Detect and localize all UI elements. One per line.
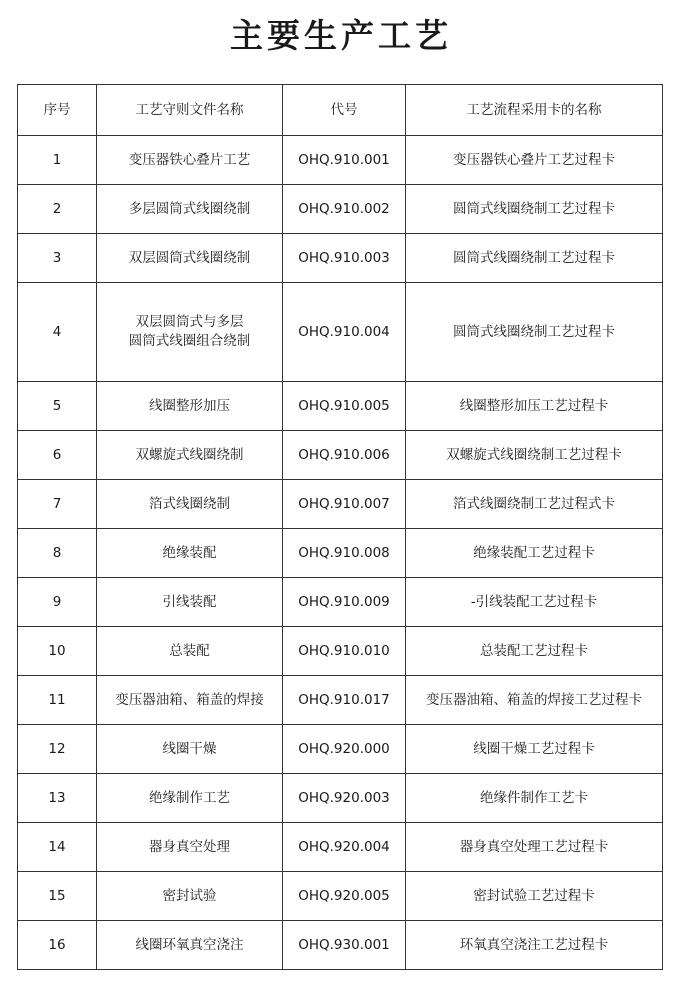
- cell-no: 9: [18, 578, 97, 627]
- cell-code: OHQ.910.010: [283, 627, 406, 676]
- process-name-line: 变压器油箱、箱盖的焊接: [115, 691, 264, 708]
- cell-code: OHQ.930.001: [283, 921, 406, 970]
- cell-no: 13: [18, 774, 97, 823]
- table-body: [18, 136, 663, 970]
- cell-process-name: [97, 872, 283, 921]
- cell-code: OHQ.910.006: [283, 431, 406, 480]
- cell-no: 3: [18, 234, 97, 283]
- cell-no: 14: [18, 823, 97, 872]
- table-row: [18, 823, 663, 872]
- process-name-line: 绝缘制作工艺: [149, 789, 230, 806]
- cell-code: OHQ.920.003: [283, 774, 406, 823]
- cell-code: OHQ.920.004: [283, 823, 406, 872]
- cell-code: OHQ.910.003: [283, 234, 406, 283]
- table-row: [18, 185, 663, 234]
- cell-process-name: [97, 234, 283, 283]
- cell-card-name: 变压器铁心叠片工艺过程卡: [406, 136, 663, 185]
- cell-card-name: 器身真空处理工艺过程卡: [406, 823, 663, 872]
- process-name-line: 多层圆筒式线圈绕制: [128, 200, 251, 217]
- table-row: [18, 382, 663, 431]
- column-header-name: 工艺守则文件名称: [97, 85, 283, 136]
- cell-process-name: [97, 431, 283, 480]
- table-row: [18, 529, 663, 578]
- cell-card-name: 总装配工艺过程卡: [406, 627, 663, 676]
- table-row: [18, 283, 663, 382]
- process-name-line: 线圈环氧真空浇注: [135, 936, 244, 953]
- cell-process-name: [97, 382, 283, 431]
- cell-no: 6: [18, 431, 97, 480]
- process-name-line: 双螺旋式线圈绕制: [135, 446, 244, 463]
- column-header-code: 代号: [283, 85, 406, 136]
- cell-card-name: 箔式线圈绕制工艺过程式卡: [406, 480, 663, 529]
- cell-card-name: 圆筒式线圈绕制工艺过程卡: [406, 234, 663, 283]
- cell-card-name: 圆筒式线圈绕制工艺过程卡: [406, 185, 663, 234]
- cell-card-name: 密封试验工艺过程卡: [406, 872, 663, 921]
- process-name-line: 箔式线圈绕制: [149, 495, 230, 512]
- cell-no: 16: [18, 921, 97, 970]
- cell-code: OHQ.910.005: [283, 382, 406, 431]
- process-name-line: 变压器铁心叠片工艺: [128, 151, 251, 168]
- table-row: [18, 774, 663, 823]
- table-row: [18, 431, 663, 480]
- cell-no: 12: [18, 725, 97, 774]
- process-name-line: 双层圆筒式线圈绕制: [128, 249, 251, 266]
- process-name-line: 器身真空处理: [149, 838, 230, 855]
- cell-process-name: [97, 627, 283, 676]
- cell-card-name: 双螺旋式线圈绕制工艺过程卡: [406, 431, 663, 480]
- cell-no: 8: [18, 529, 97, 578]
- table-row: [18, 627, 663, 676]
- cell-card-name: 变压器油箱、箱盖的焊接工艺过程卡: [406, 676, 663, 725]
- table-row: [18, 676, 663, 725]
- process-name-line: 线圈干燥: [162, 740, 217, 757]
- cell-card-name: 环氧真空浇注工艺过程卡: [406, 921, 663, 970]
- cell-code: OHQ.910.009: [283, 578, 406, 627]
- cell-process-name: [97, 823, 283, 872]
- cell-card-name: 圆筒式线圈绕制工艺过程卡: [406, 283, 663, 382]
- cell-process-name: [97, 283, 283, 382]
- cell-process-name: [97, 480, 283, 529]
- cell-no: 10: [18, 627, 97, 676]
- process-name-line: 线圈整形加压: [149, 397, 230, 414]
- cell-process-name: [97, 725, 283, 774]
- table-row: [18, 234, 663, 283]
- cell-card-name: 绝缘装配工艺过程卡: [406, 529, 663, 578]
- process-name-line: 密封试验: [162, 887, 217, 904]
- table-row: [18, 921, 663, 970]
- cell-no: 2: [18, 185, 97, 234]
- cell-no: 4: [18, 283, 97, 382]
- cell-process-name: [97, 578, 283, 627]
- cell-card-name: -引线装配工艺过程卡: [406, 578, 663, 627]
- cell-process-name: [97, 529, 283, 578]
- process-name-line: 引线装配: [162, 593, 217, 610]
- cell-process-name: [97, 921, 283, 970]
- process-table: [17, 84, 663, 970]
- page-title: 主要生产工艺: [230, 16, 452, 55]
- cell-code: OHQ.910.002: [283, 185, 406, 234]
- cell-process-name: [97, 185, 283, 234]
- cell-code: OHQ.920.000: [283, 725, 406, 774]
- cell-code: OHQ.910.017: [283, 676, 406, 725]
- cell-no: 1: [18, 136, 97, 185]
- table-row: [18, 725, 663, 774]
- cell-code: OHQ.910.008: [283, 529, 406, 578]
- table-header-row: [18, 85, 663, 136]
- cell-code: OHQ.910.001: [283, 136, 406, 185]
- cell-process-name: [97, 774, 283, 823]
- process-name-line: 圆筒式线圈组合绕制: [128, 333, 251, 349]
- cell-no: 15: [18, 872, 97, 921]
- cell-process-name: [97, 676, 283, 725]
- cell-card-name: 绝缘件制作工艺卡: [406, 774, 663, 823]
- cell-card-name: 线圈干燥工艺过程卡: [406, 725, 663, 774]
- cell-code: OHQ.910.007: [283, 480, 406, 529]
- cell-code: OHQ.920.005: [283, 872, 406, 921]
- cell-no: 5: [18, 382, 97, 431]
- cell-no: 7: [18, 480, 97, 529]
- table-row: [18, 872, 663, 921]
- cell-process-name: [97, 136, 283, 185]
- column-header-card: 工艺流程采用卡的名称: [406, 85, 663, 136]
- table-row: [18, 578, 663, 627]
- process-name-line: 双层圆筒式与多层: [135, 314, 244, 330]
- table-row: [18, 136, 663, 185]
- cell-card-name: 线圈整形加压工艺过程卡: [406, 382, 663, 431]
- cell-no: 11: [18, 676, 97, 725]
- process-name-line: 绝缘装配: [162, 544, 217, 561]
- process-name-line: 总装配: [169, 642, 210, 659]
- table-row: [18, 480, 663, 529]
- column-header-no: 序号: [18, 85, 97, 136]
- cell-code: OHQ.910.004: [283, 283, 406, 382]
